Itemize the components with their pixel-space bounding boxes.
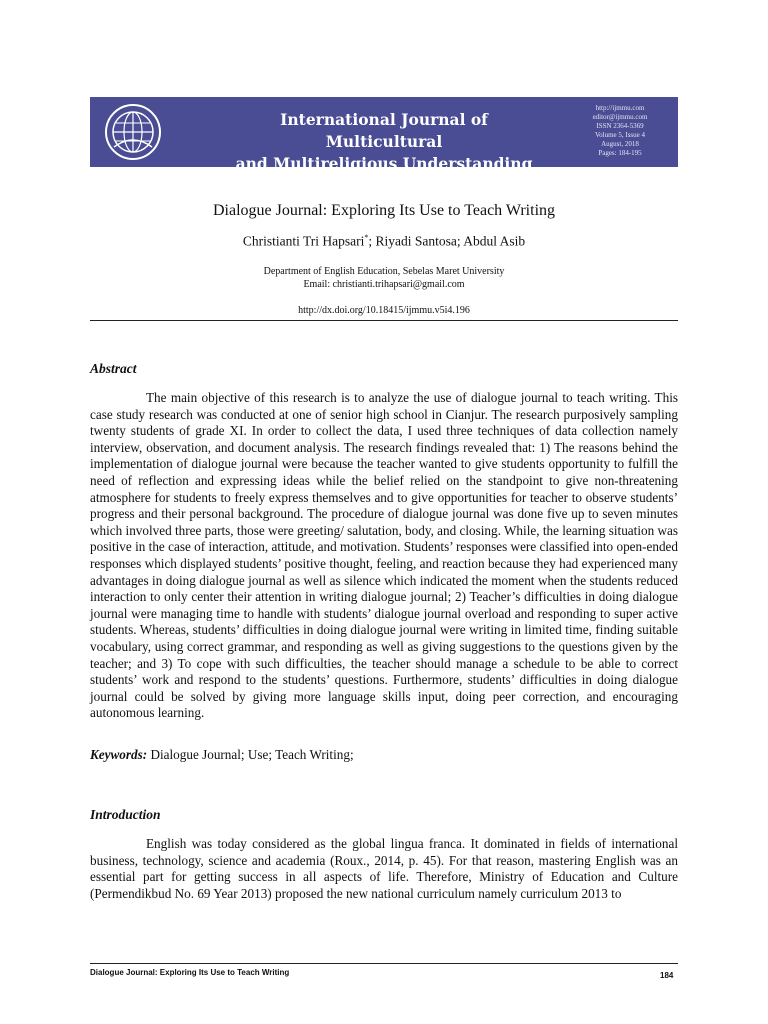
journal-url[interactable]: http://ijmmu.com	[595, 104, 645, 112]
keywords-label: Keywords:	[90, 747, 148, 762]
abstract-heading: Abstract	[90, 361, 137, 376]
author-1: Christianti Tri Hapsari	[242, 233, 365, 249]
keywords-line	[90, 747, 354, 763]
introduction-text: English was today considered as the global lingua franca. It dominated in fields of international business, technology, science and academia (Roux., 2014, p. 45). For that reason, mastering English was an essential part for getting success in all aspects of life. Therefore, Ministry of Education and Culture (Permendikbud No. 69 Year 2013) proposed the new national curriculum namely curriculum 2013 to	[90, 836, 678, 901]
journal-meta	[570, 104, 670, 158]
journal-date: August, 2018	[601, 140, 639, 148]
journal-title-line1: International Journal of Multicultural	[280, 110, 488, 151]
affiliation-block	[0, 265, 768, 291]
journal-title-line2: and Multireligious Understanding	[235, 154, 533, 173]
journal-pages: Pages: 184-195	[598, 149, 642, 157]
journal-title	[224, 109, 544, 175]
journal-issn: ISSN 2364-5369	[596, 122, 644, 130]
introduction-heading: Introduction	[90, 807, 161, 822]
journal-email[interactable]: editor@ijmmu.com	[592, 113, 648, 121]
affiliation: Department of English Education, Sebelas Maret University	[263, 266, 505, 277]
keywords-text: Dialogue Journal; Use; Teach Writing;	[147, 747, 354, 762]
page-number: 184	[660, 971, 674, 980]
corresponding-mark: *	[364, 233, 369, 242]
journal-volume: Volume 5, Issue 4	[594, 131, 646, 139]
running-title: Dialogue Journal: Exploring Its Use to Teach Writing	[90, 968, 290, 977]
paper-title: Dialogue Journal: Exploring Its Use to Teach Writing	[212, 202, 556, 219]
globe-logo-icon	[104, 103, 162, 161]
header-divider	[90, 320, 678, 321]
journal-banner	[90, 97, 678, 173]
other-authors: ; Riyadi Santosa; Abdul Asib	[368, 233, 526, 249]
doi-link[interactable]: http://dx.doi.org/10.18415/ijmmu.v5i4.196	[298, 305, 470, 316]
author-email[interactable]: Email: christianti.trihapsari@gmail.com	[303, 279, 465, 290]
footer-divider	[90, 963, 678, 964]
abstract-text: The main objective of this research is to analyze the use of dialogue journal to teach writing. This case study research was conducted at one of senior high school in Cianjur. The research purposively sampling twenty students of grade XI. In order to collect the data, I used three techniques of data collection namely interview, observation, and document analysis. The research findings revealed that: 1) The reasons behind the implementation of dialogue journal were because the teacher wanted to give students opportunity to fulfill the need of reflection and expressing ideas while the belief relied on the standpoint to give non-threatening atmosphere for students to freely express themselves and to give opportunities for teacher to observe students’ progress and their personal background. The procedure of dialogue journal was done five up to seven minutes which involved three parts, those were greeting/ salutation, body, and closing. While, the learning situation was positive in the case of interaction, attitude, and motivation. Students’ responses were classified into open-ended responses which displayed students’ positive thought, feeling, and reaction because they had experienced many advantages in doing dialogue journal as well as silence which indicated the moment when the students reduced interaction to only center their attention in writing dialogue journal; 2) Teacher’s difficulties in doing dialogue journal were managing time to handle with students’ dialogue journal overload and responding to super active students. Whereas, students’ difficulties in doing dialogue journal were writing in limited time, finding suitable vocabulary, using correct grammar, and responding as well as giving suggestions to the questions given by the teacher; and 3) To cope with such difficulties, the teacher should manage a schedule to be able to correct students’ work and respond to the students’ questions. Furthermore, students’ difficulties in doing dialogue journal could be solved by giving more language skills input, doing peer correction, and encouraging autonomous learning.	[90, 390, 678, 721]
author-list	[0, 233, 768, 250]
